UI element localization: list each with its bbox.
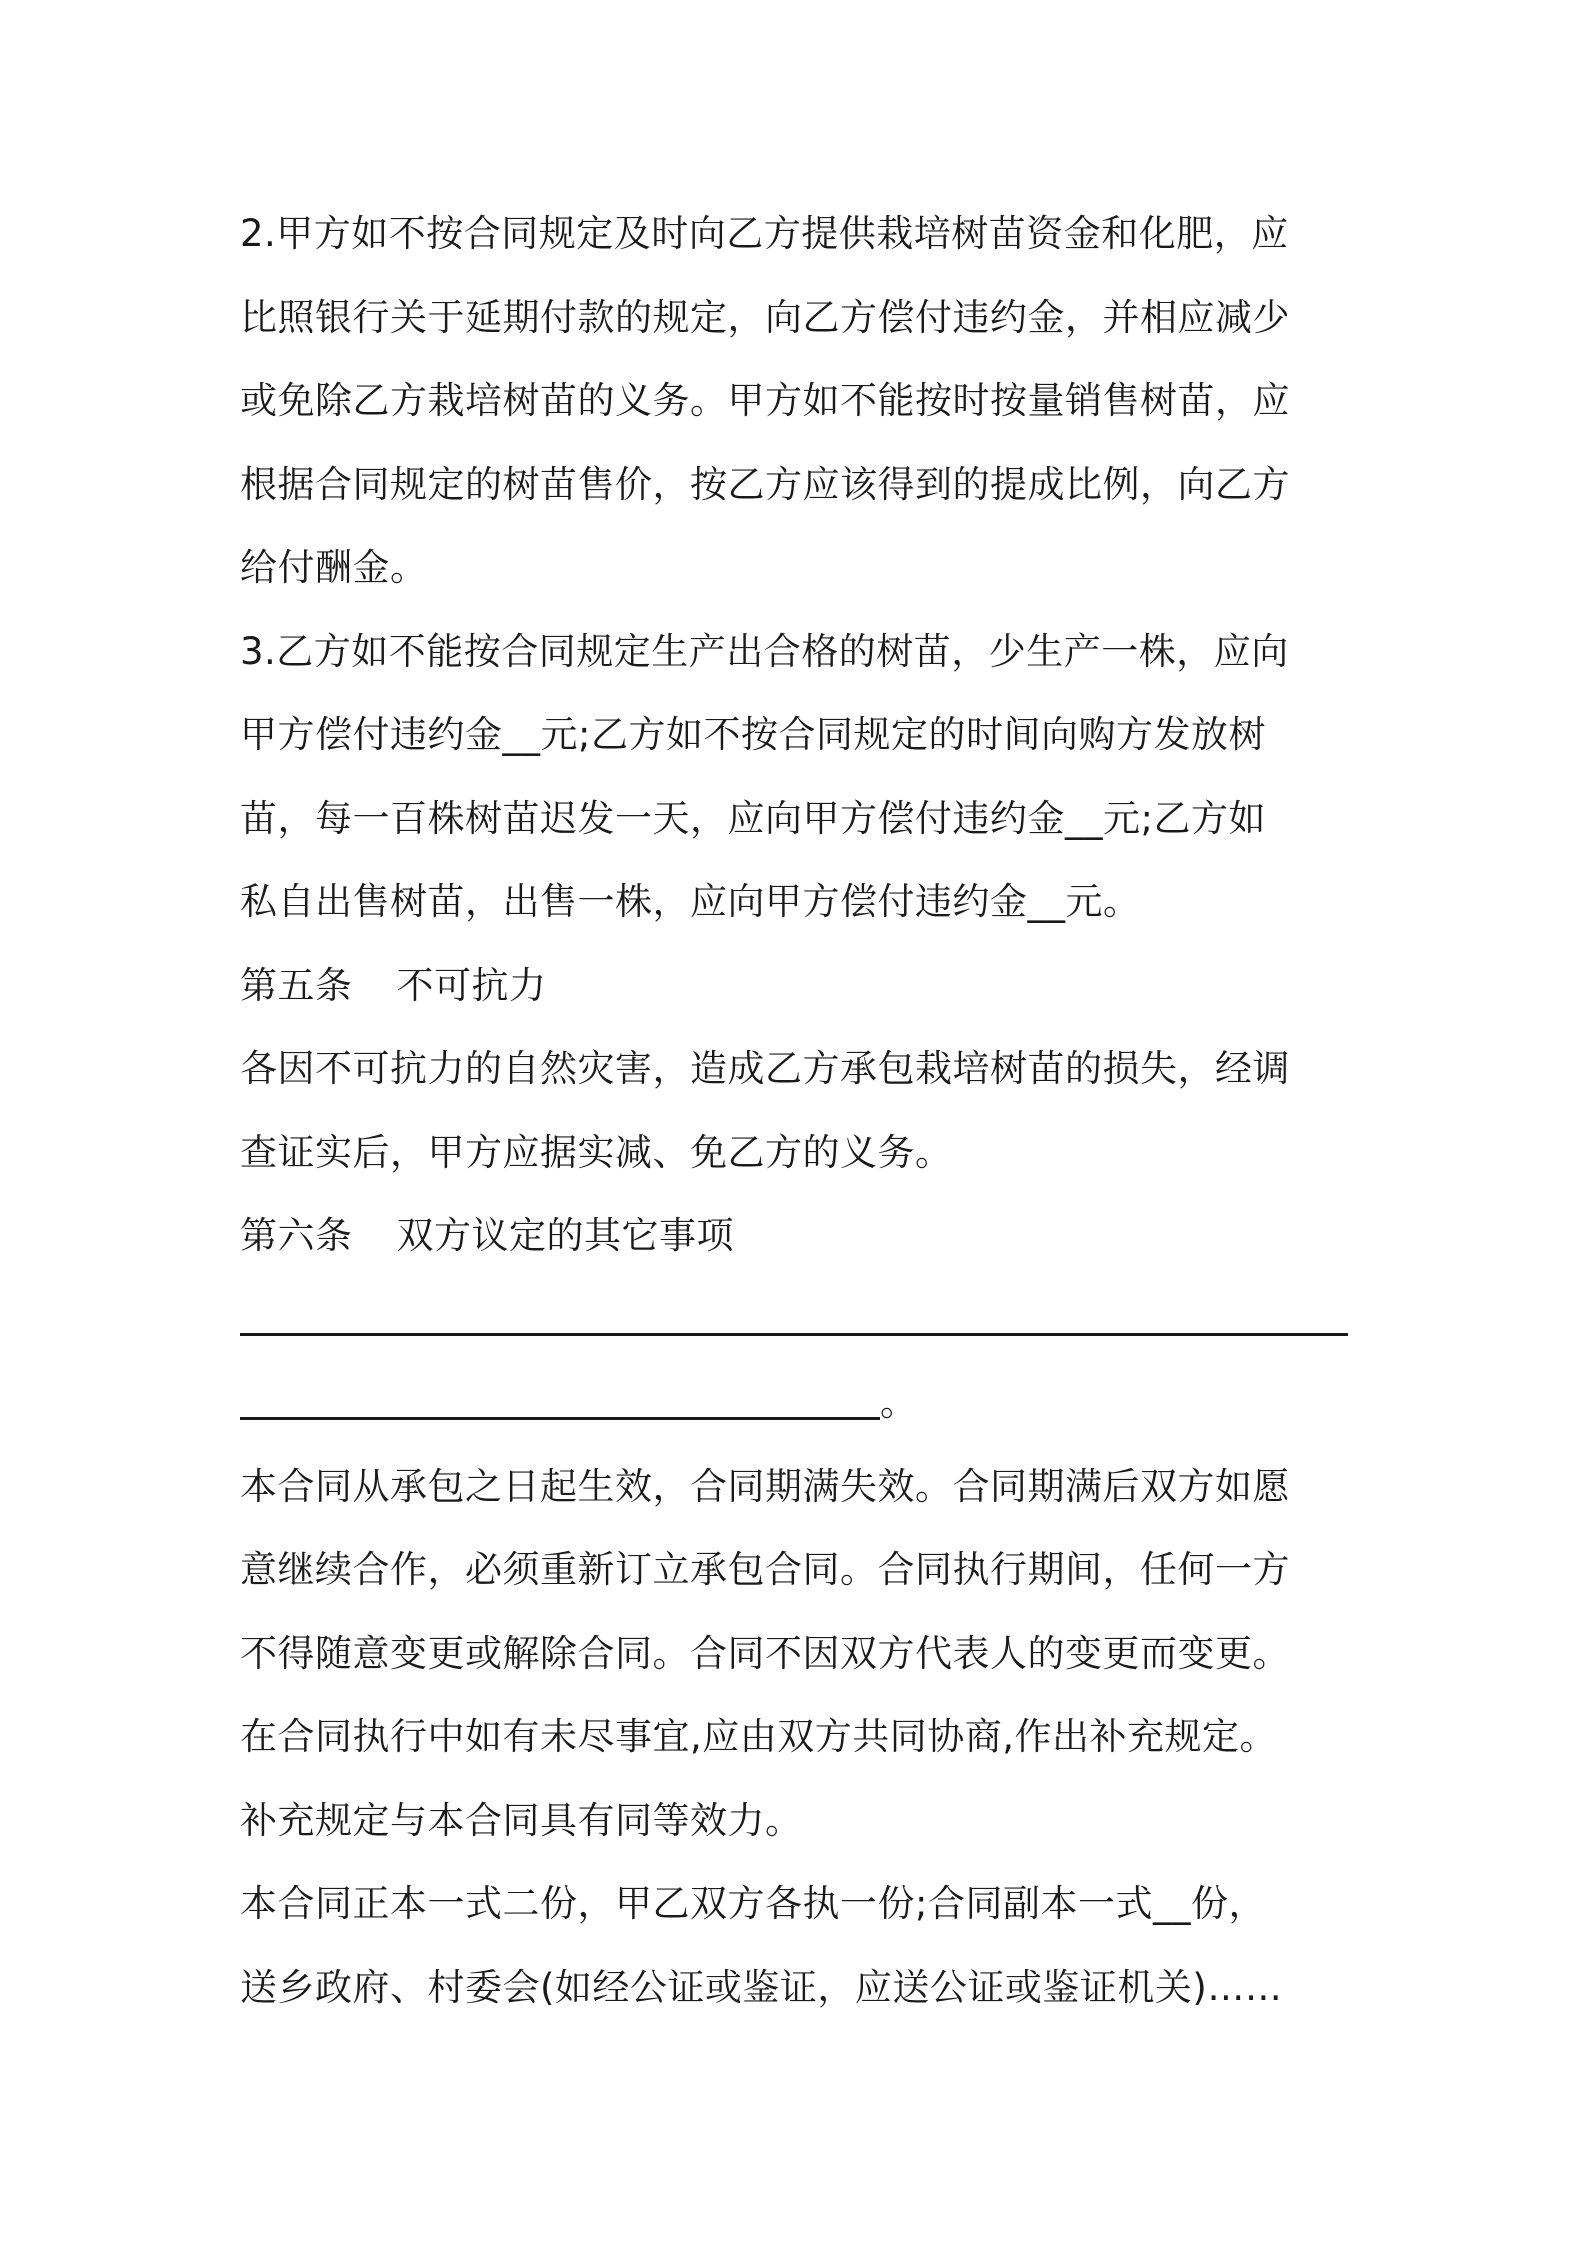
article-6-blank-line-2: [240, 1361, 1356, 1445]
blank-underline: [240, 1333, 1348, 1336]
clause-3-line-2: 甲方偿付违约金__元;乙方如不按合同规定的时间向购方发放树: [240, 713, 1266, 756]
article-5-title: 不可抗力: [396, 963, 547, 1007]
effect-line-3: 不得随意变更或解除合同。合同不因双方代表人的变更而变更。: [240, 1631, 1290, 1675]
effect-line-2: 意继续合作，必须重新订立承包合同。合同执行期间，任何一方: [240, 1548, 1290, 1591]
article-6-heading: [240, 1194, 1356, 1278]
article-5-heading: [240, 944, 1356, 1028]
article-5-body-line-1: 各因不可抗力的自然灾害，造成乙方承包栽培树苗的损失，经调: [240, 1047, 1290, 1090]
clause-2-line-5: 给付酬金。: [240, 546, 428, 589]
article-6-title: 双方议定的其它事项: [396, 1214, 734, 1257]
copies-line-1: 本合同正本一式二份，甲乙双方各执一份;合同副本一式__份，: [240, 1882, 1266, 1925]
clause-2-line-2: 比照银行关于延期付款的规定，向乙方偿付违约金，并相应减少: [240, 295, 1290, 339]
copies-line-2: 送乡政府、村委会(如经公证或鉴证，应送公证或鉴证机关)……: [240, 1965, 1283, 2009]
article-6-number: 第六条: [240, 1214, 353, 1257]
effect-line-4: 在合同执行中如有未尽事宜,应由双方共同协商,作出补充规定。: [240, 1715, 1278, 1758]
article-5-number: 第五条: [240, 963, 353, 1007]
document-body: [240, 192, 1356, 2029]
article-5-body-line-2: 查证实后，甲方应据实减、免乙方的义务。: [240, 1130, 953, 1174]
clause-2-line-1: 2.甲方如不按合同规定及时向乙方提供栽培树苗资金和化肥，应: [240, 212, 1289, 255]
clause-3-line-4: 私自出售树苗，出售一株，应向甲方偿付违约金__元。: [240, 880, 1141, 923]
effect-line-1: 本合同从承包之日起生效，合同期满失效。合同期满后双方如愿: [240, 1464, 1290, 1508]
effect-line-5: 补充规定与本合同具有同等效力。: [240, 1798, 803, 1842]
blank-line-end-mark: 。: [880, 1381, 917, 1424]
clause-2-line-4: 根据合同规定的树苗售价，按乙方应该得到的提成比例，向乙方: [240, 462, 1290, 506]
clause-3-line-1: 3.乙方如不能按合同规定生产出合格的树苗，少生产一株，应向: [240, 629, 1289, 673]
clause-3-line-3: 苗，每一百株树苗迟发一天，应向甲方偿付违约金__元;乙方如: [240, 796, 1266, 840]
blank-underline: [240, 1417, 880, 1420]
article-6-blank-line-1: [240, 1278, 1356, 1362]
clause-2-line-3: 或免除乙方栽培树苗的义务。甲方如不能按时按量销售树苗，应: [240, 379, 1290, 422]
